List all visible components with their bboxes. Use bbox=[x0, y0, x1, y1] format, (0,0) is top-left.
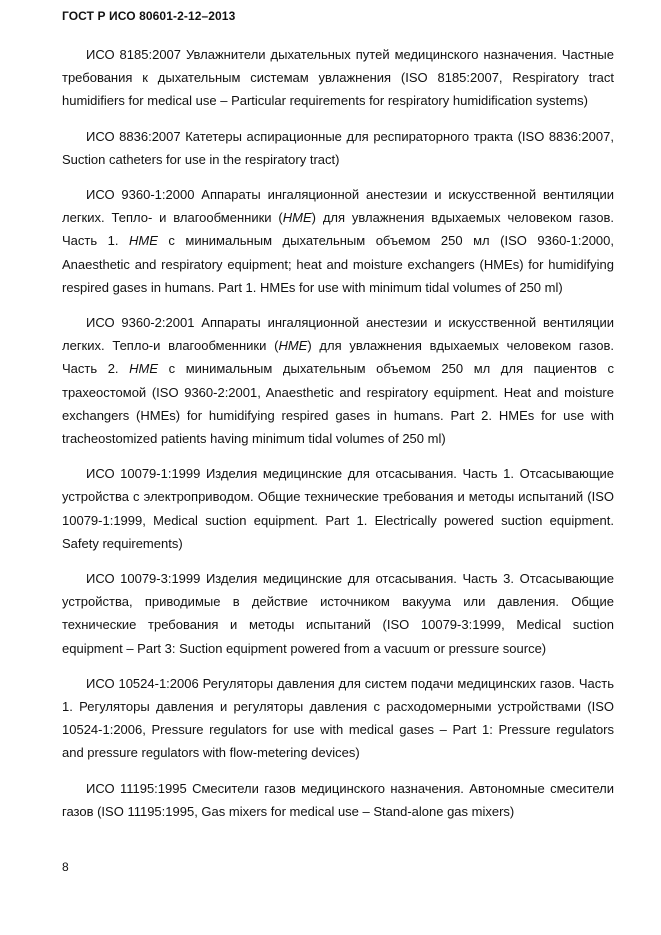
reference-text: с минимальным дыхательным объемом 250 мл для пациентов с трахеостомой (ISO 9360-2:2001, Anaesthetic and respiratory equipment. Heat and moisture exchangers (HMEs) for humidifying respired gases in humans. Part 2. HMEs for use with tracheostomized patients having minimum tidal volumes of 250 ml) bbox=[62, 361, 615, 447]
reference-item bbox=[62, 43, 614, 113]
italic-term: HME bbox=[128, 233, 158, 249]
italic-term: HME bbox=[282, 210, 312, 226]
references-list bbox=[62, 43, 614, 835]
reference-text: ИСО 10524-1:2006 Регуляторы давления для систем подачи медицинских газов. Часть 1. Регуляторы давления и регуляторы давления с расходомерными устройствами (ISO 10524-1:2006, Pressure regulators for use with medical gases – Part 1: Pressure regulators and pressure regulators with flow-metering devices) bbox=[62, 675, 614, 761]
reference-item bbox=[62, 125, 614, 171]
italic-term: HME bbox=[278, 338, 308, 354]
reference-text: ИСО 10079-1:1999 Изделия медицинские для отсасывания. Часть 1. Отсасывающие устройства с электроприводом. Общие технические требования и методы испытаний (ISO 10079-1:1999, Medical suction equipment. Part 1. Electrically powered suction equipment. Safety requirements) bbox=[62, 466, 614, 551]
document-header: ГОСТ Р ИСО 80601-2-12–2013 bbox=[62, 9, 236, 23]
reference-text: ИСО 10079-3:1999 Изделия медицинские для отсасывания. Часть 3. Отсасывающие устройства, приводимые в действие источником вакуума или давления. Общие технические требования и методы испытаний (ISO 10079-3:1999, Medical suction equipment – Part 3: Suction equipment powered from a vacuum or pressure source) bbox=[62, 571, 614, 656]
reference-text: ИСО 9360-2:2001 Аппараты ингаляционной анестезии и искусственной вентиляции легких. Тепло-и влагообменники ( bbox=[62, 315, 614, 354]
reference-text: с минимальным дыхательным объемом 250 мл (ISO 9360-1:2000, Anaesthetic and respiratory equipment; heat and moisture exchangers (HMEs) for humidifying respired gases in humans. Part 1. HMEs for use with minimum tidal volumes of 250 ml) bbox=[62, 233, 614, 295]
reference-text: ) для увлажнения вдыхаемых человеком газов. Часть 2. bbox=[62, 338, 614, 377]
reference-text: ИСО 8185:2007 Увлажнители дыхательных путей медицинского назначения. Частные требования к дыхательным системам увлажнения (ISO 8185:2007, Respiratory tract humidifiers for medical use – Particular requirements for respiratory humidification systems) bbox=[62, 47, 614, 109]
reference-text: ИСО 9360-1:2000 Аппараты ингаляционной анестезии и искусственной вентиляции легких. Тепло- и влагообменники ( bbox=[62, 187, 614, 226]
italic-term: HME bbox=[129, 361, 159, 377]
reference-item bbox=[62, 777, 614, 823]
reference-item bbox=[62, 567, 614, 660]
reference-item bbox=[62, 311, 614, 450]
reference-text: ИСО 11195:1995 Смесители газов медицинского назначения. Автономные смесители газов (ISO 11195:1995, Gas mixers for medical use – Stand-alone gas mixers) bbox=[62, 780, 614, 819]
reference-text: ) для увлажнения вдыхаемых человеком газов. Часть 1. bbox=[62, 210, 614, 249]
reference-item bbox=[62, 462, 614, 555]
reference-text: ИСО 8836:2007 Катетеры аспирационные для респираторного тракта (ISO 8836:2007, Suction catheters for use in the respiratory tract) bbox=[62, 128, 614, 167]
page-number: 8 bbox=[62, 860, 69, 874]
reference-item bbox=[62, 183, 614, 299]
reference-item bbox=[62, 672, 614, 765]
